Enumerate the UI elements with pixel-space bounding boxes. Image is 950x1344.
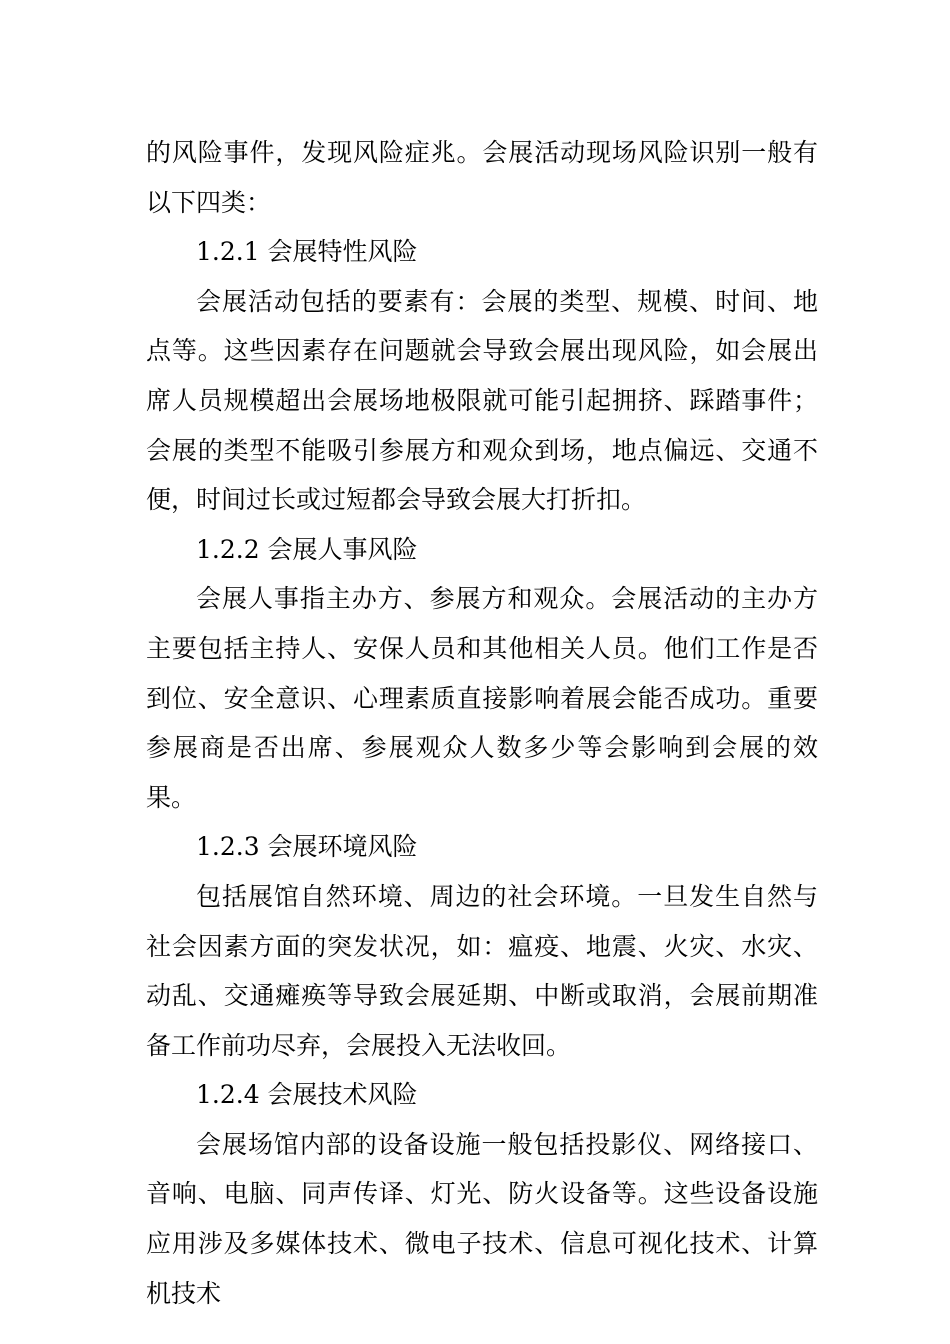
paragraph-continued: 的风险事件，发现风险症兆。会展活动现场风险识别一般有以下四类： [146,138,818,217]
section-heading-1-2-3: 1.2.3 会展环境风险 [196,832,418,862]
section-heading-1-2-2: 1.2.2 会展人事风险 [196,534,418,564]
section-heading-1-2-1: 1.2.1 会展特性风险 [196,237,418,267]
paragraph-exhibition-characteristics: 会展活动包括的要素有：会展的类型、规模、时间、地点等。这些因素存在问题就会导致会展出现风险，如会展出席人员规模超出会展场地极限就可能引起拥挤、踩踏事件；会展的类型不能吸引参展方和观众到场，地点偏远、交通不便，时间过长或过短都会导致会展大打折扣。 [146,286,818,515]
paragraph-technology: 会展场馆内部的设备设施一般包括投影仪、网络接口、音响、电脑、同声传译、灯光、防火设备等。这些设备设施应用涉及多媒体技术、微电子技术、信息可视化技术、计算机技术 [146,1129,818,1308]
section-heading-1-2-4: 1.2.4 会展技术风险 [196,1080,418,1110]
document-body [146,128,818,1318]
paragraph-personnel: 会展人事指主办方、参展方和观众。会展活动的主办方主要包括主持人、安保人员和其他相关人员。他们工作是否到位、安全意识、心理素质直接影响着展会能否成功。重要参展商是否出席、参展观众人数多少等会影响到会展的效果。 [146,584,818,812]
paragraph-environment: 包括展馆自然环境、周边的社会环境。一旦发生自然与社会因素方面的突发状况，如：瘟疫、地震、火灾、水灾、动乱、交通瘫痪等导致会展延期、中断或取消，会展前期准备工作前功尽弃，会展投入无法收回。 [146,881,818,1060]
